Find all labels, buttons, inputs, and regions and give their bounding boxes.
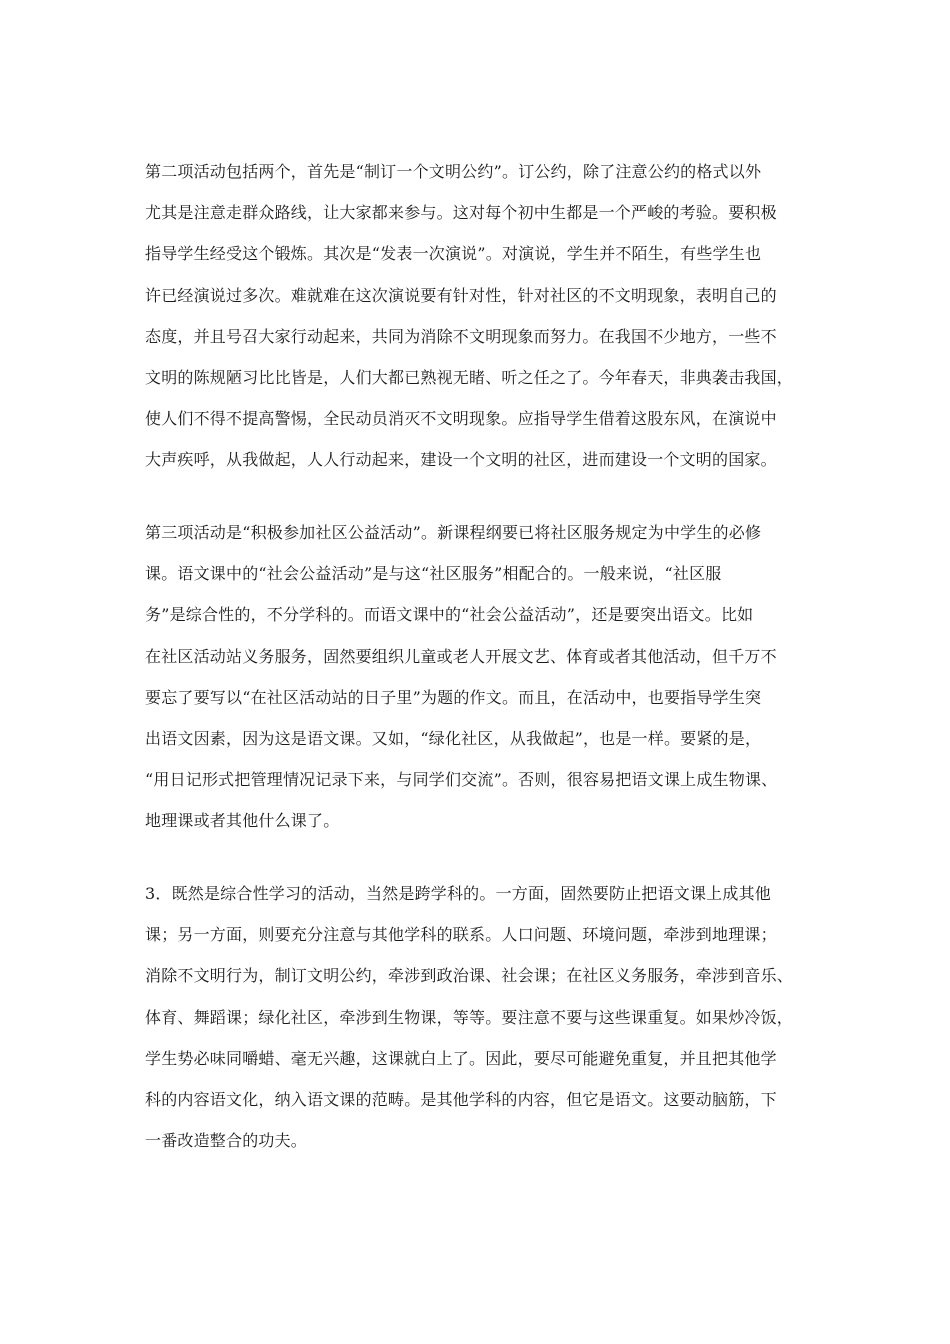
paragraph-line: 课；另一方面，则要充分注意与其他学科的联系。人口问题、环境问题，牵涉到地理课； <box>145 925 777 945</box>
paragraph-line: 第二项活动包括两个，首先是“制订一个文明公约”。订公约，除了注意公约的格式以外 <box>145 162 762 181</box>
paragraph-line: 尤其是注意走群众路线，让大家都来参与。这对每个初中生都是一个严峻的考验。要积极 <box>145 203 777 223</box>
paragraph-line: 体育、舞蹈课；绿化社区，牵涉到生物课，等等。要注意不要与这些课重复。如果炒冷饭， <box>145 1007 794 1027</box>
paragraph-line: 第三项活动是“积极参加社区公益活动”。新课程纲要已将社区服务规定为中学生的必修 <box>145 523 762 542</box>
paragraph-line: 在社区活动站义务服务，固然要组织儿童或老人开展文艺、体育或者其他活动，但千万不 <box>145 646 777 666</box>
paragraph-line: 出语文因素，因为这是语文课。又如，“绿化社区，从我做起”，也是一样。要紧的是， <box>145 728 762 748</box>
paragraph-line: 指导学生经受这个锻炼。其次是“发表一次演说”。对演说，学生并不陌生，有些学生也 <box>145 244 762 264</box>
paragraph-activity-three <box>145 512 810 842</box>
paragraph-line: 一番改造整合的功夫。 <box>145 1131 308 1151</box>
paragraph-point-three <box>145 873 810 1161</box>
paragraph-line: 科的内容语文化，纳入语文课的范畴。是其他学科的内容，但它是语文。这要动脑筋，下 <box>145 1089 777 1109</box>
paragraph-line: 课。语文课中的“社会公益活动”是与这“社区服务”相配合的。一般来说，“社区服 <box>145 564 722 584</box>
paragraph-line: “用日记形式把管理情况记录下来，与同学们交流”。否则，很容易把语文课上成生物课、 <box>145 770 778 790</box>
paragraph-line: 要忘了要写以“在社区活动站的日子里”为题的作文。而且，在活动中，也要指导学生突 <box>145 687 762 707</box>
paragraph-line: 态度，并且号召大家行动起来，共同为消除不文明现象而努力。在我国不少地方，一些不 <box>145 326 777 346</box>
paragraph-line: 务”是综合性的，不分学科的。而语文课中的“社会公益活动”，还是要突出语文。比如 <box>145 605 754 625</box>
paragraph-activity-two <box>145 151 810 481</box>
paragraph-line: 消除不文明行为，制订文明公约，牵涉到政治课、社会课；在社区义务服务，牵涉到音乐、 <box>145 966 794 986</box>
paragraph-line: 3．既然是综合性学习的活动，当然是跨学科的。一方面，固然要防止把语文课上成其他 <box>145 884 771 903</box>
paragraph-line: 许已经演说过多次。难就难在这次演说要有针对性，针对社区的不文明现象，表明自己的 <box>145 285 777 305</box>
paragraph-line: 文明的陈规陋习比比皆是，人们大都已熟视无睹、听之任之了。今年春天，非典袭击我国， <box>145 367 794 387</box>
paragraph-line: 地理课或者其他什么课了。 <box>145 811 340 831</box>
paragraph-line: 使人们不得不提高警惕，全民动员消灭不文明现象。应指导学生借着这股东风，在演说中 <box>145 409 777 429</box>
paragraph-line: 学生势必味同嚼蜡、毫无兴趣，这课就白上了。因此，要尽可能避免重复，并且把其他学 <box>145 1048 777 1068</box>
paragraph-line: 大声疾呼，从我做起，人人行动起来，建设一个文明的社区，进而建设一个文明的国家。 <box>145 450 777 470</box>
